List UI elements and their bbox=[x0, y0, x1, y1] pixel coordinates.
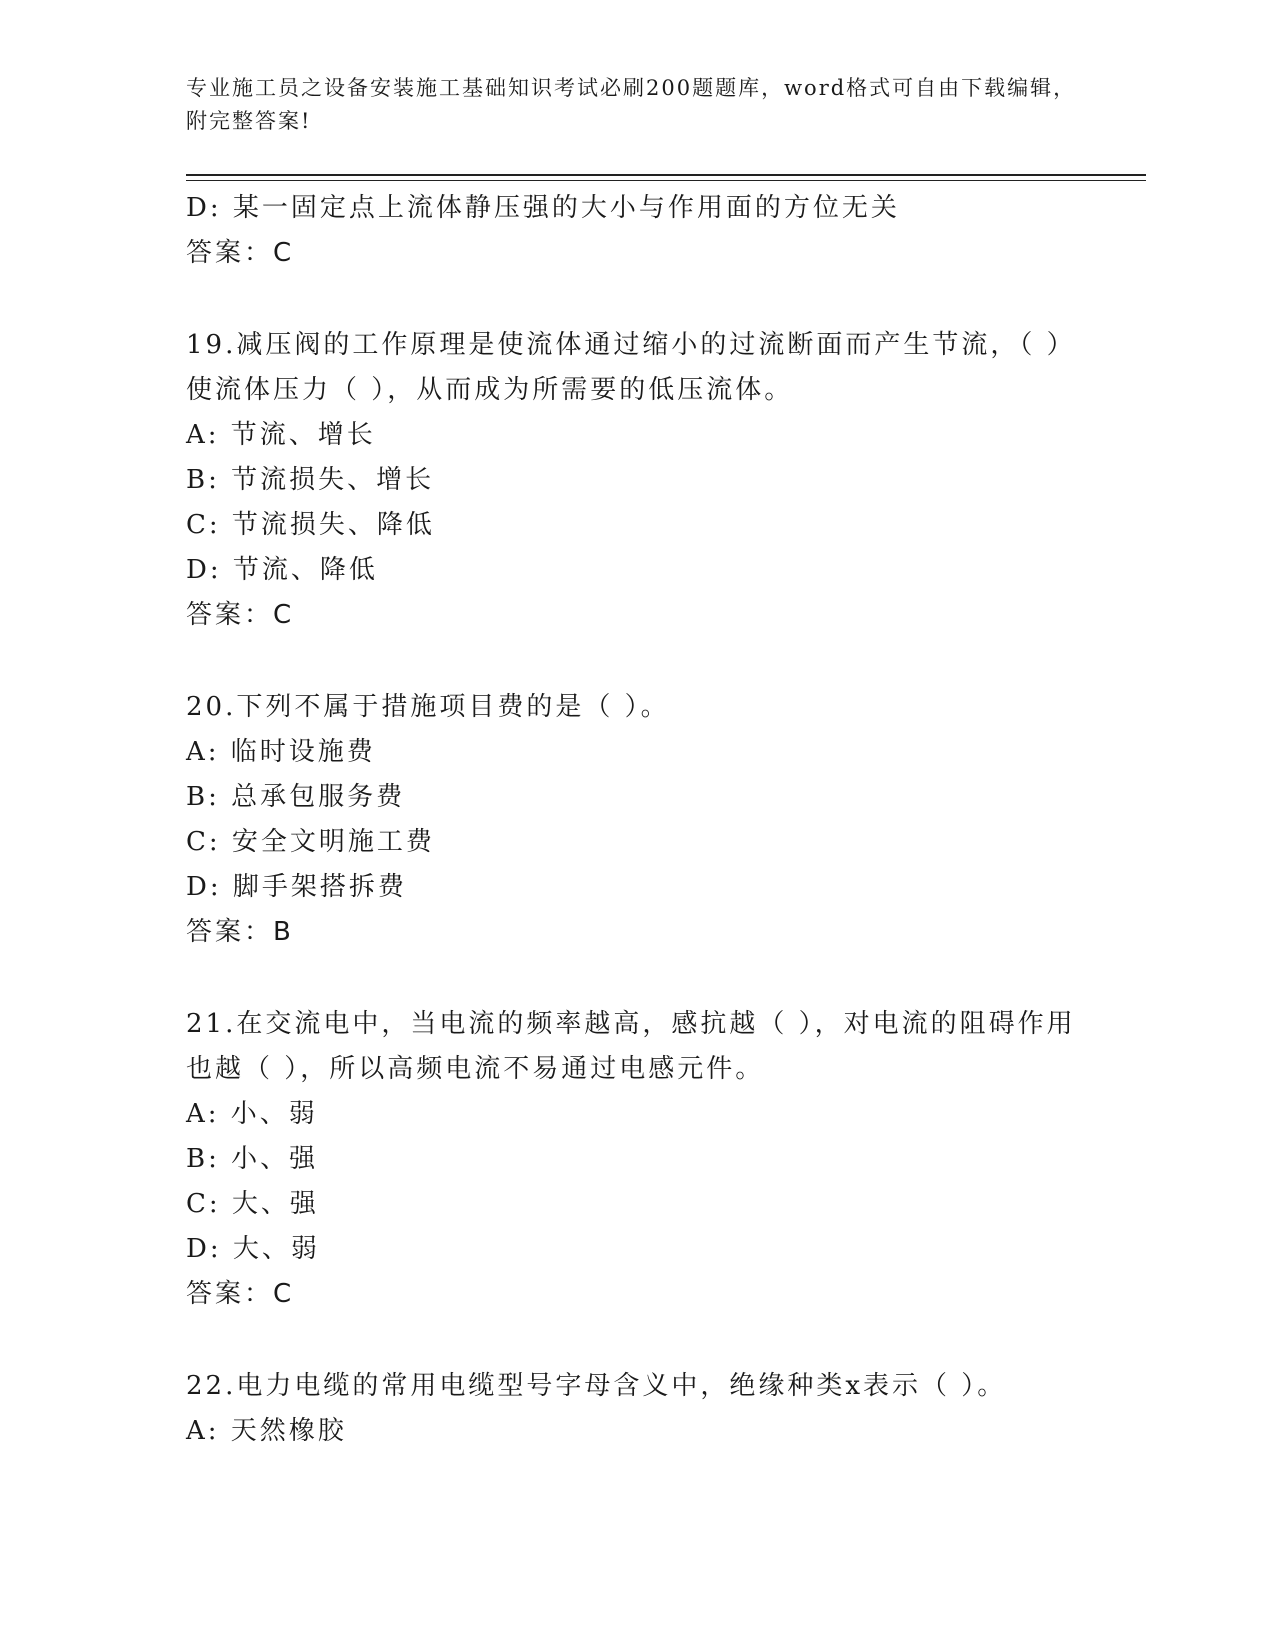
option-d: D: 脚手架搭拆费 bbox=[186, 872, 407, 902]
question-19 bbox=[186, 323, 1086, 638]
option-a: A: 临时设施费 bbox=[186, 737, 376, 767]
option-a: A: 天然橡胶 bbox=[186, 1416, 347, 1446]
answer: 答案：B bbox=[186, 917, 294, 947]
question-20 bbox=[186, 685, 1086, 955]
option-d: D: 大、弱 bbox=[186, 1234, 320, 1264]
option-c: C: 大、强 bbox=[186, 1189, 319, 1219]
answer: 答案：C bbox=[186, 1279, 295, 1309]
option-a: A: 节流、增长 bbox=[186, 420, 376, 450]
answer: 答案：C bbox=[186, 600, 295, 630]
option-b: B: 节流损失、增长 bbox=[186, 465, 435, 495]
option-d: D: 节流、降低 bbox=[186, 555, 378, 585]
option-b: B: 总承包服务费 bbox=[186, 782, 406, 812]
answer: 答案：C bbox=[186, 238, 295, 268]
page-header: 专业施工员之设备安装施工基础知识考试必刷200题题库，word格式可自由下载编辑，附完整答案! bbox=[186, 76, 1077, 133]
question-stem: 21.在交流电中，当电流的频率越高，感抗越（ ），对电流的阻碍作用也越（ ），所以高频电流不易通过电感元件。 bbox=[186, 1009, 1076, 1084]
option-d: D: 某一固定点上流体静压强的大小与作用面的方位无关 bbox=[186, 193, 900, 223]
header-divider-thin bbox=[186, 180, 1146, 181]
question-stem: 19.减压阀的工作原理是使流体通过缩小的过流断面而产生节流，（ ）使流体压力（ ），从而成为所需要的低压流体。 bbox=[186, 330, 1076, 405]
question-21 bbox=[186, 1002, 1086, 1317]
option-b: B: 小、强 bbox=[186, 1144, 319, 1174]
header-divider bbox=[186, 174, 1146, 176]
option-c: C: 节流损失、降低 bbox=[186, 510, 435, 540]
question-stem: 20.下列不属于措施项目费的是（ ）。 bbox=[186, 692, 670, 722]
question-22 bbox=[186, 1364, 1086, 1454]
document-body bbox=[186, 186, 1086, 1454]
question-stem: 22.电力电缆的常用电缆型号字母含义中，绝缘种类x表示（ ）。 bbox=[186, 1371, 1007, 1401]
option-a: A: 小、弱 bbox=[186, 1099, 318, 1129]
option-c: C: 安全文明施工费 bbox=[186, 827, 435, 857]
